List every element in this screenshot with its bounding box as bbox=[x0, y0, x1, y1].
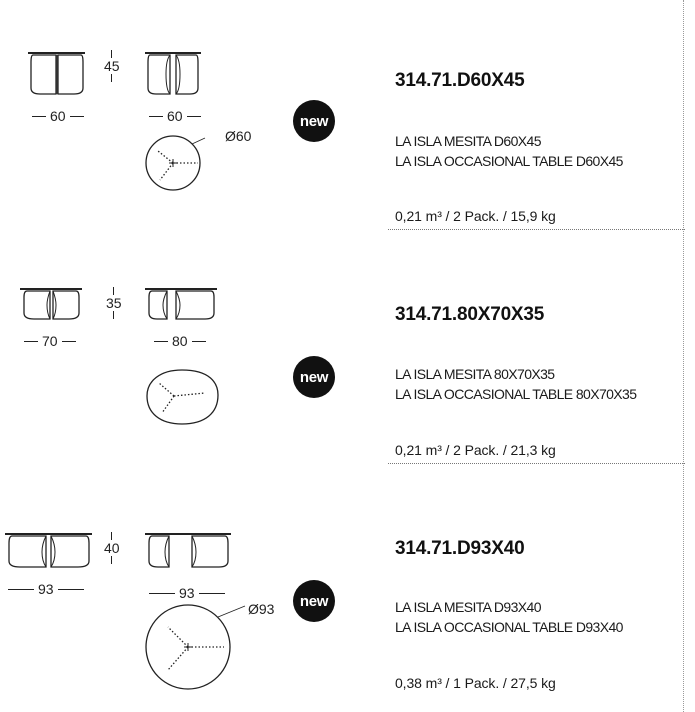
name-es: LA ISLA MESITA 80X70X35 bbox=[395, 366, 555, 382]
product-row bbox=[0, 233, 695, 467]
product-description bbox=[395, 364, 636, 404]
height-dimension: 40 bbox=[104, 532, 120, 564]
packing-info: 0,21 m³ / 2 Pack. / 15,9 kg bbox=[395, 208, 556, 224]
name-es: LA ISLA MESITA D60X45 bbox=[395, 133, 541, 149]
front-width-dimension: 60 bbox=[28, 108, 88, 124]
name-en: LA ISLA OCCASIONAL TABLE D93X40 bbox=[395, 619, 623, 635]
height-dimension: 45 bbox=[104, 50, 120, 82]
side-width-dimension: 93 bbox=[145, 585, 229, 601]
product-row bbox=[0, 466, 695, 700]
product-description bbox=[395, 597, 623, 637]
new-badge: new bbox=[293, 580, 335, 622]
product-code: 314.71.D60X45 bbox=[395, 70, 525, 91]
product-code: 314.71.80X70X35 bbox=[395, 304, 545, 325]
diameter-label: Ø60 bbox=[225, 128, 252, 144]
table-drawing-80x70x35 bbox=[0, 233, 390, 467]
front-width-dimension: 70 bbox=[20, 333, 80, 349]
new-badge: new bbox=[293, 356, 335, 398]
new-badge: new bbox=[293, 100, 335, 142]
row-divider bbox=[388, 229, 685, 230]
product-description bbox=[395, 131, 623, 171]
name-es: LA ISLA MESITA D93X40 bbox=[395, 599, 541, 615]
height-dimension: 35 bbox=[106, 287, 122, 319]
side-width-dimension: 60 bbox=[145, 108, 205, 124]
product-row bbox=[0, 0, 695, 234]
name-en: LA ISLA OCCASIONAL TABLE 80X70X35 bbox=[395, 386, 637, 402]
side-width-dimension: 80 bbox=[150, 333, 210, 349]
diameter-label: Ø93 bbox=[248, 601, 275, 617]
name-en: LA ISLA OCCASIONAL TABLE D60X45 bbox=[395, 153, 623, 169]
packing-info: 0,21 m³ / 2 Pack. / 21,3 kg bbox=[395, 442, 556, 458]
row-divider bbox=[388, 463, 685, 464]
front-width-dimension: 93 bbox=[4, 581, 88, 597]
product-code: 314.71.D93X40 bbox=[395, 538, 525, 559]
packing-info: 0,38 m³ / 1 Pack. / 27,5 kg bbox=[395, 675, 556, 691]
